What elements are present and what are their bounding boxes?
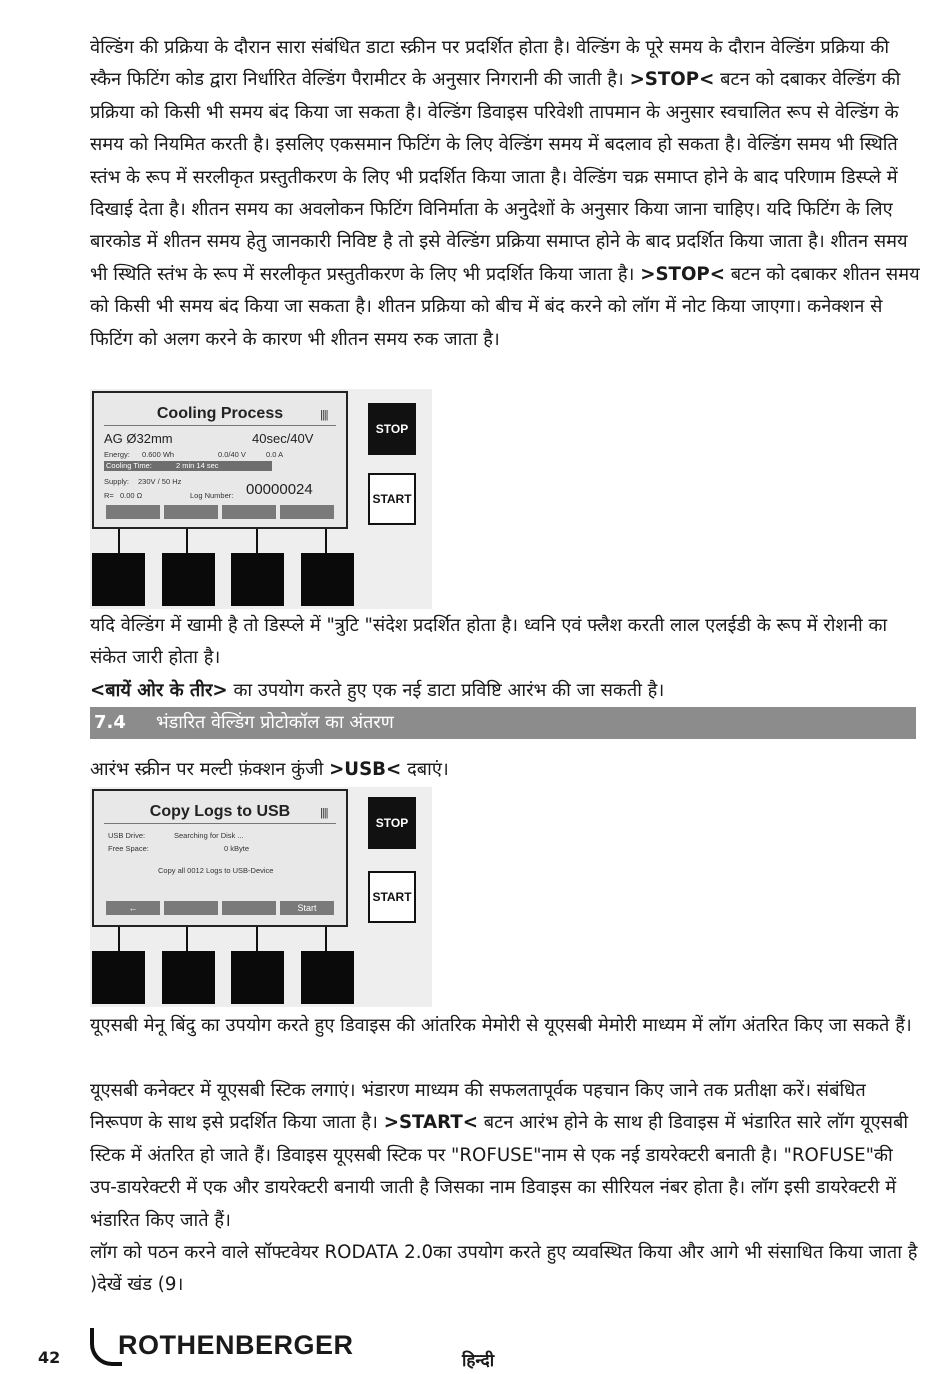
function-key-1[interactable]: [92, 553, 145, 606]
start-softkey-label: Start: [280, 901, 334, 915]
usb-keyword: >USB<: [329, 759, 402, 780]
cooling-process-figure: [90, 389, 432, 609]
stop-keyword: >STOP<: [640, 263, 725, 285]
log-number: 00000024: [246, 481, 313, 498]
copy-logs-figure: [90, 787, 432, 1007]
error-paragraph: यदि वेल्डिंग में खामी है तो डिस्प्ले में "त्रुटि "संदेश प्रदर्शित होता है। ध्वनि एवं फ्लैश करती लाल एलईडी के रूप में रोशनी का संकेत जारी होता है।: [90, 615, 888, 669]
copy-message: Copy all 0012 Logs to USB-Device: [158, 866, 274, 875]
resistance-value: 0.00 Ω: [120, 491, 143, 500]
display-title: Copy Logs to USB: [149, 803, 291, 820]
divider: [104, 823, 336, 824]
function-key-1[interactable]: [92, 951, 145, 1004]
function-key-2[interactable]: [162, 553, 215, 606]
start-button[interactable]: START: [368, 871, 416, 923]
divider: [104, 425, 336, 426]
stop-button[interactable]: STOP: [368, 403, 416, 455]
brand-logo: ROTHENBERGER: [118, 1330, 354, 1360]
usb-transfer-paragraph: यूएसबी कनेक्टर में यूएसबी स्टिक लगाएं। भंडारण माध्यम की सफलतापूर्वक पहचान किए जाने तक प्रतीक्षा करें। संबंधित निरूपण के साथ इसे प्रदर्शित किया जाता है। >START< बटन आरंभ होने के साथ ही डिवाइस में भंडारित सारे लॉग यूएसबी स्टिक में अंतरित हो जाते हैं। डिवाइस यूएसबी स्टिक पर "ROFUSE"नाम से एक नई डायरेक्टरी बनाती है। "ROFUSE"की उप-डायरेक्टरी में एक और डायरेक्टरी बनायी जाती है जिसका नाम डिवाइस का सीरियल नंबर होता है। लॉग इसी डायरेक्टरी में भंडारित किए जाते हैं।: [90, 1080, 909, 1231]
copy-logs-display: Copy Logs to USB |||| USB Drive: Searching for Disk ... Free Space: 0 kByte Copy all 0012 Logs to USB-Device ← Start: [92, 789, 348, 927]
cooling-time-bar: Cooling Time: 2 min 14 sec: [104, 461, 272, 471]
usb-drive-status: Searching for Disk ...: [174, 831, 244, 840]
supply-value: 230V / 50 Hz: [138, 477, 182, 486]
page-number: 42: [38, 1348, 61, 1367]
rodata-paragraph: लॉग को पठन करने वाले सॉफ्टवेयर RODATA 2.0का उपयोग करते हुए व्यवस्थित किया और आगे भी संसाधित किया जाता है )देखें खंड (9।: [90, 1242, 918, 1296]
usb-menu-paragraph: यूएसबी मेनू बिंदु का उपयोग करते हुए डिवाइस की आंतरिक मेमोरी से यूएसबी मेमोरी माध्यम में लॉग अंतरित किए जा सकते हैं।: [90, 1015, 912, 1036]
weld-time-voltage: 40sec/40V: [252, 431, 314, 446]
function-key-2[interactable]: [162, 951, 215, 1004]
function-key-3[interactable]: [231, 951, 284, 1004]
fitting-size: AG Ø32mm: [104, 431, 173, 446]
section-title: भंडारित वेल्डिंग प्रोटोकॉल का अंतरण: [156, 712, 394, 733]
intro-paragraph: वेल्डिंग की प्रक्रिया के दौरान सारा संबंधित डाटा स्क्रीन पर प्रदर्शित होता है। वेल्डिंग के पूरे समय के दौरान वेल्डिंग प्रक्रिया की स्कैन फिटिंग कोड द्वारा निर्धारित वेल्डिंग पैरामीटर के अनुसार निगरानी की जाती है। >STOP< बटन को दबाकर वेल्डिंग की प्रक्रिया को किसी भी समय बंद किया जा सकता है। वेल्डिंग डिवाइस परिवेशी तापमान के अनुसार स्वचालित रूप से वेल्डिंग के समय को नियमित करती है। इसलिए एकसमान फिटिंग के लिए वेल्डिंग समय में बदलाव हो सकता है। वेल्डिंग समय भी स्थिति स्तंभ के रूप में सरलीकृत प्रस्तुतीकरण के लिए भी प्रदर्शित किया जाता है। वेल्डिंग चक्र समाप्त होने के बाद परिणाम डिस्प्ले में दिखाई देता है। शीतन समय का अवलोकन फिटिंग विनिर्माता के अनुदेशों के अनुसार किया जाना चाहिए। यदि फिटिंग के लिए बारकोड में शीतन समय हेतु जानकारी निविष्ट है तो इसे वेल्डिंग प्रक्रिया समाप्त होने के बाद प्रदर्शित किया जाता है। शीतन समय भी स्थिति स्तंभ के रूप में सरलीकृत प्रस्तुतीकरण के लिए भी प्रदर्शित किया जाता है। >STOP< बटन को दबाकर शीतन समय को किसी भी समय बंद किया जा सकता है। शीतन प्रक्रिया को बीच में बंद करने को लॉग में नोट किया जाएगा। कनेक्शन से फिटिंग को अलग करने के कारण भी शीतन समय रुक जाता है।: [90, 37, 920, 350]
back-arrow-icon: ←: [106, 901, 160, 915]
barcode-icon: ||||: [320, 409, 328, 421]
cooling-display: Cooling Process |||| AG Ø32mm 40sec/40V Energy: 0.600 Wh 0.0/40 V 0.0 A Cooling Time: 2 min 14 sec Supply: 230V / 50 Hz R= 0.00 Ω Log Number: 00000024: [92, 391, 348, 529]
function-key-3[interactable]: [231, 553, 284, 606]
stop-button[interactable]: STOP: [368, 797, 416, 849]
function-key-4[interactable]: [301, 951, 354, 1004]
free-space-value: 0 kByte: [224, 844, 250, 853]
function-key-4[interactable]: [301, 553, 354, 606]
section-number: 7.4: [94, 712, 126, 733]
start-button[interactable]: START: [368, 473, 416, 525]
display-title: Cooling Process: [156, 405, 284, 422]
barcode-icon: ||||: [320, 807, 328, 819]
stop-keyword: >STOP<: [629, 69, 715, 91]
usb-key-paragraph: आरंभ स्क्रीन पर मल्टी फ़ंक्शन कुंजी >USB< दबाएं।: [90, 759, 449, 780]
left-arrow-keyword: <बायें ओर के तीर>: [90, 680, 228, 701]
function-key-labels: [106, 505, 334, 519]
arrow-paragraph: <बायें ओर के तीर> का उपयोग करते हुए एक नई डाटा प्रविष्टि आरंभ की जा सकती है।: [90, 680, 665, 701]
energy-value: 0.600 Wh: [142, 450, 175, 459]
start-keyword: >START<: [383, 1112, 478, 1134]
language-label: हिन्दी: [462, 1351, 495, 1371]
function-key-labels: [106, 901, 334, 915]
section-heading: [90, 707, 916, 739]
